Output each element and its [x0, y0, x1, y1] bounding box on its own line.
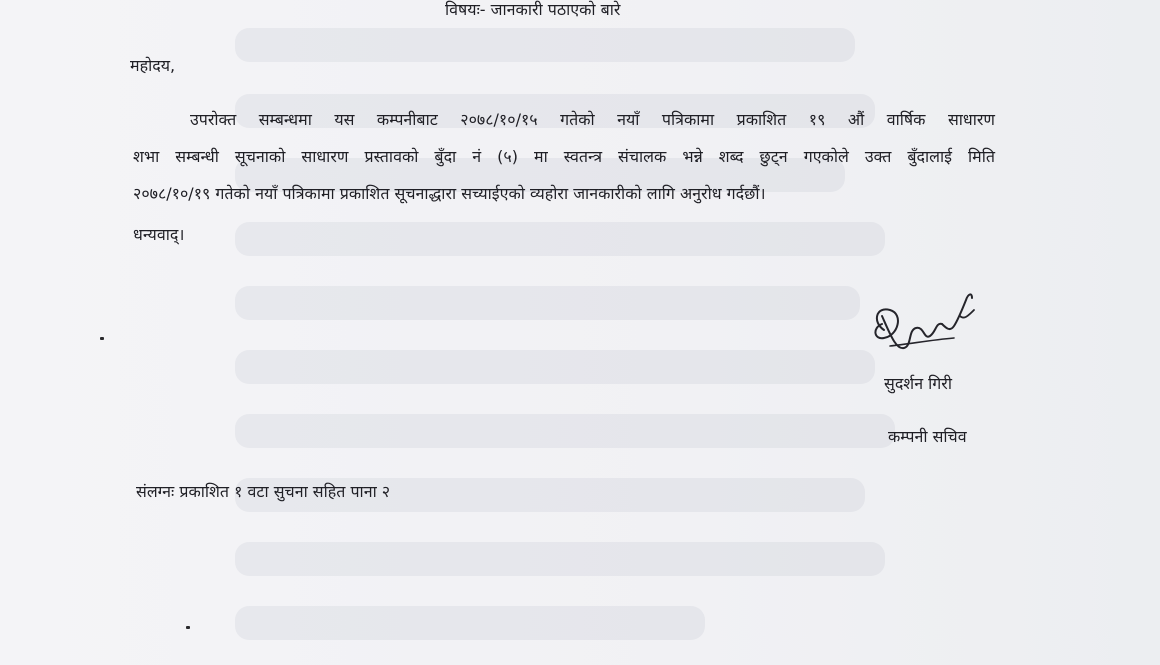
enclosure-note: संलग्नः प्रकाशित १ वटा सुचना सहित पाना २ — [136, 482, 391, 501]
paragraph-line: उपरोक्त सम्बन्धमा यस कम्पनीबाट २०७८/१०/१५ गतेको नयाँ पत्रिकामा प्रकाशित १९ औं वार्षिक साधारण — [190, 110, 995, 129]
paragraph-line: शभा सम्बन्धी सूचनाको साधारण प्रस्तावको बुँदा नं (५) मा स्वतन्त्र संचालक भन्ने शब्द छुट्न गएकोले उक्त बुँदालाई मिति — [133, 147, 995, 166]
closing-thanks: धन्यवाद्। — [133, 225, 185, 244]
bleed-line — [235, 286, 860, 320]
signer-name: सुदर्शन गिरी — [884, 374, 952, 393]
signer-title: कम्पनी सचिव — [888, 427, 967, 446]
bleed-line — [235, 414, 895, 448]
signature-icon — [870, 286, 978, 360]
reverse-side-bleed — [235, 0, 895, 665]
body-paragraph — [133, 101, 995, 212]
salutation: महोदय, — [130, 56, 176, 75]
subject-line: विषयः- जानकारी पठाएको बारे — [445, 0, 621, 19]
bleed-line — [235, 350, 875, 384]
ink-speck — [186, 626, 190, 629]
ink-speck — [100, 337, 104, 340]
bleed-line — [235, 28, 855, 62]
bleed-line — [235, 222, 885, 256]
bleed-line — [235, 606, 705, 640]
bleed-line — [235, 542, 885, 576]
paragraph-line: २०७८/१०/१९ गतेको नयाँ पत्रिकामा प्रकाशित सूचनाद्धारा सच्याईएको व्यहोरा जानकारीको लागि अनुरोध गर्दछौं। — [133, 184, 766, 203]
